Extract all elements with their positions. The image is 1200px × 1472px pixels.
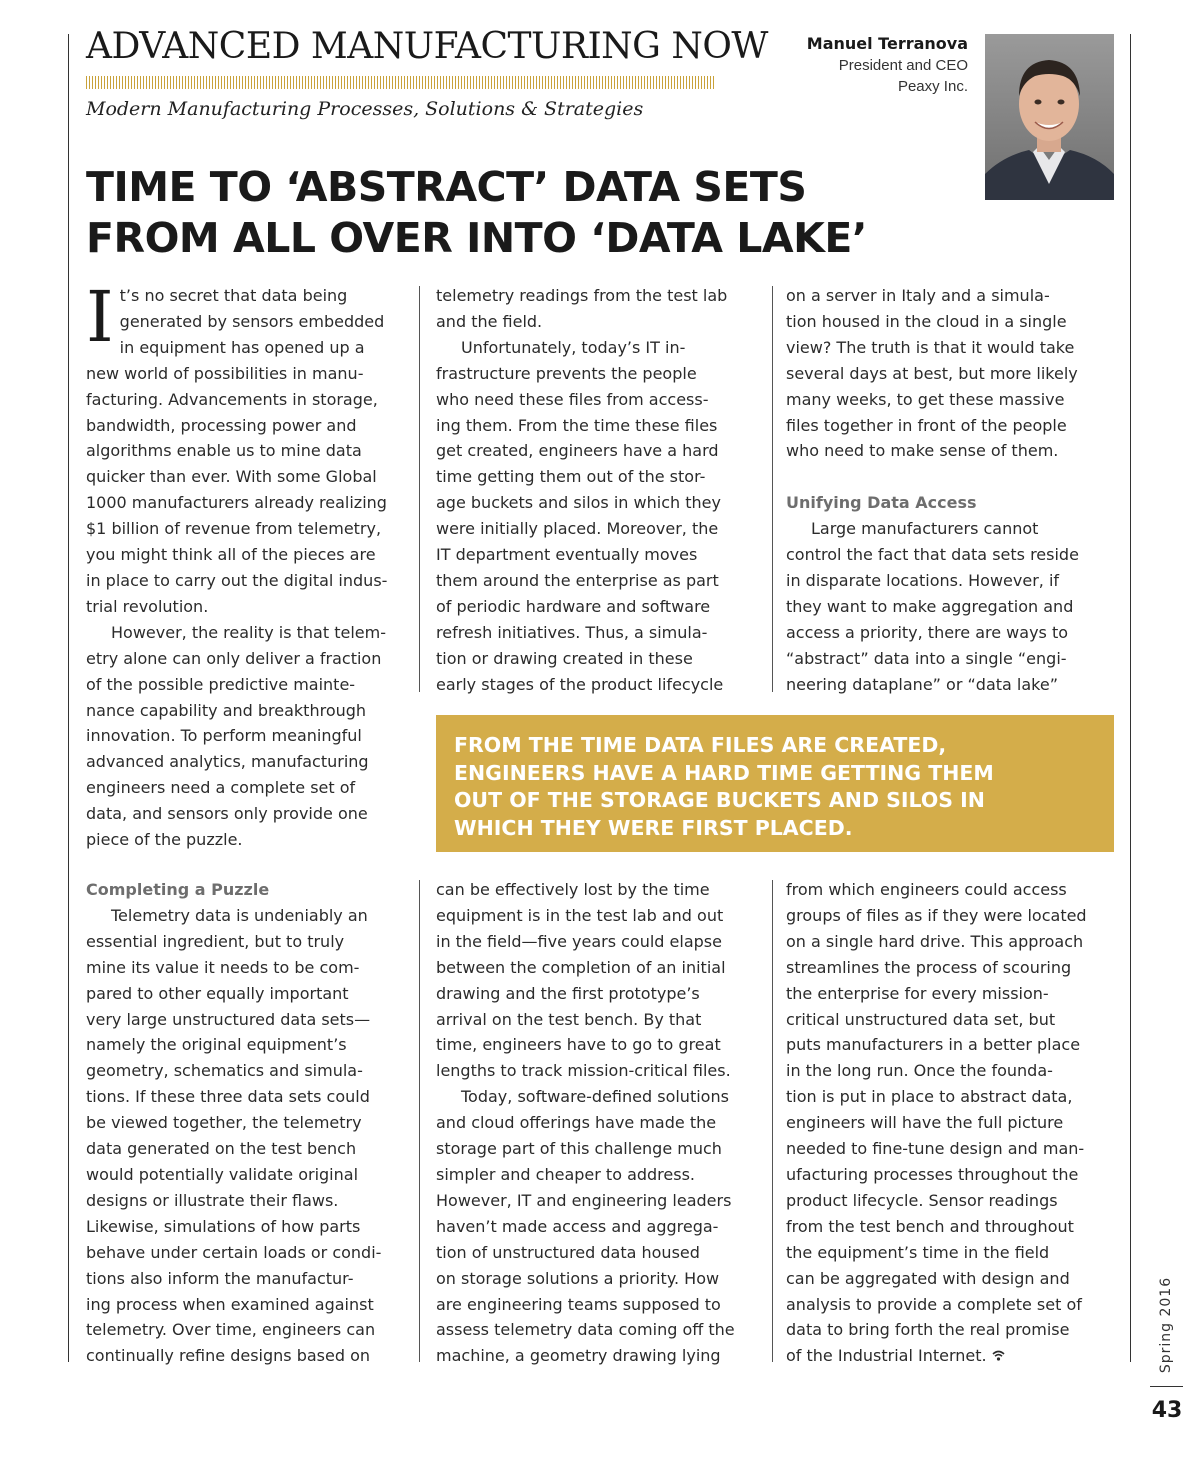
author-name: Manuel Terranova — [806, 34, 968, 53]
issue-text: Spring 2016 — [1158, 1276, 1174, 1374]
text-line: neering dataplane” or “data lake” — [786, 674, 1058, 694]
column-tagline: Modern Manufacturing Processes, Solutions & Strategies — [86, 98, 644, 120]
text-line-last — [786, 1343, 1121, 1369]
headline-line: TIME TO ‘ABSTRACT’ DATA SETS — [86, 163, 807, 211]
pull-quote-line: OUT OF THE STORAGE BUCKETS AND SILOS IN — [454, 788, 985, 812]
author-byline — [807, 33, 968, 97]
column-divider — [772, 286, 773, 692]
drop-cap: I — [86, 276, 114, 358]
text-line: engineers need a complete set of — [86, 778, 356, 798]
text-line: tions. If these three data sets could — [86, 1087, 370, 1107]
text-line: the equipment’s time in the field — [786, 1242, 1050, 1262]
pull-quote — [436, 715, 1114, 852]
subhead-completing-a-puzzle: Completing a Puzzle — [86, 880, 270, 899]
text-line: between the completion of an initial — [436, 957, 726, 977]
text-line: who need these files from access- — [436, 389, 709, 409]
headline-line: FROM ALL OVER INTO ‘DATA LAKE’ — [86, 214, 867, 262]
text-line: of the possible predictive mainte- — [86, 674, 356, 694]
text-line: of periodic hardware and software — [436, 596, 711, 616]
text-line: who need to make sense of them. — [786, 441, 1059, 461]
text-line: new world of possibilities in manu- — [86, 363, 364, 383]
text-line: ing process when examined against — [86, 1294, 374, 1314]
text-line: critical unstructured data set, but — [786, 1009, 1056, 1029]
author-portrait — [985, 34, 1114, 200]
text-line: age buckets and silos in which they — [436, 493, 721, 513]
text-line: Unfortunately, today’s IT in- — [461, 337, 686, 357]
text-line: trial revolution. — [86, 596, 209, 616]
text-line: algorithms enable us to mine data — [86, 441, 362, 461]
column-3-top — [786, 283, 1116, 697]
text-line: very large unstructured data sets— — [86, 1009, 371, 1029]
text-line: tion or drawing created in these — [436, 648, 693, 668]
text-line: namely the original equipment’s — [86, 1035, 347, 1055]
text-line: ing them. From the time these files — [436, 415, 718, 435]
text-line: bandwidth, processing power and — [86, 415, 357, 435]
text-line: them around the enterprise as part — [436, 570, 719, 590]
text-line: in equipment has opened up a — [119, 337, 365, 357]
text-line: Today, software-defined solutions — [461, 1087, 729, 1107]
text-line: can be aggregated with design and — [786, 1268, 1070, 1288]
column-divider — [419, 880, 420, 1362]
text-line: “abstract” data into a single “engi- — [786, 648, 1067, 668]
author-title: President and CEO — [838, 57, 968, 74]
pull-quote-line: ENGINEERS HAVE A HARD TIME GETTING THEM — [454, 760, 994, 785]
text-line: data generated on the test bench — [86, 1139, 357, 1159]
column-divider — [419, 286, 420, 692]
text-line: in disparate locations. However, if — [786, 570, 1060, 590]
text-line: analysis to provide a complete set of — [786, 1294, 1082, 1314]
text-line: and cloud offerings have made the — [436, 1113, 717, 1133]
text-line: in place to carry out the digital indus- — [86, 570, 388, 590]
pull-quote-line: FROM THE TIME DATA FILES ARE CREATED, — [454, 733, 947, 757]
text-line: control the fact that data sets reside — [786, 545, 1079, 565]
text-line: piece of the puzzle. — [86, 830, 243, 850]
subhead-unifying-data-access: Unifying Data Access — [786, 493, 977, 513]
text-line: from the test bench and throughout — [786, 1216, 1074, 1236]
text-line: on storage solutions a priority. How — [436, 1268, 720, 1288]
text-line: geometry, schematics and simula- — [86, 1061, 363, 1081]
text-line: facturing. Advancements in storage, — [86, 389, 378, 409]
text-line: on a server in Italy and a simula- — [786, 286, 1050, 305]
column-3-bottom — [786, 877, 1121, 1369]
text-line: designs or illustrate their flaws. — [86, 1190, 339, 1210]
text-line: tion of unstructured data housed — [436, 1242, 700, 1262]
text-line: storage part of this challenge much — [436, 1139, 722, 1159]
text-line: generated by sensors embedded — [119, 311, 385, 331]
paragraph-gap — [786, 464, 1116, 490]
text-line: in the long run. Once the founda- — [786, 1061, 1053, 1081]
text-line: of the Industrial Internet. — [786, 1346, 987, 1366]
text-line: view? The truth is that it would take — [786, 337, 1075, 357]
text-line: tion housed in the cloud in a single — [786, 311, 1067, 331]
text-line: haven’t made access and aggrega- — [436, 1216, 719, 1236]
text-line: you might think all of the pieces are — [86, 545, 376, 565]
text-line: telemetry readings from the test lab — [436, 286, 728, 305]
text-line: advanced analytics, manufacturing — [86, 752, 369, 772]
text-line: data, and sensors only provide one — [86, 804, 368, 824]
text-line: Likewise, simulations of how parts — [86, 1216, 361, 1236]
article-headline — [86, 162, 867, 264]
text-line: files together in front of the people — [786, 415, 1067, 435]
text-line: frastructure prevents the people — [436, 363, 697, 383]
text-line: puts manufacturers in a better place — [786, 1035, 1081, 1055]
page-number-rule — [1150, 1386, 1183, 1387]
text-line: they want to make aggregation and — [786, 596, 1074, 616]
text-line: the enterprise for every mission- — [786, 983, 1049, 1003]
text-line: data to bring forth the real promise — [786, 1320, 1070, 1340]
text-line: early stages of the product lifecycle — [436, 674, 724, 694]
text-line: equipment is in the test lab and out — [436, 905, 724, 925]
text-line: IT department eventually moves — [436, 545, 698, 565]
text-line: etry alone can only deliver a fraction — [86, 648, 382, 668]
text-line: groups of files as if they were located — [786, 905, 1087, 925]
text-line: access a priority, there are ways to — [786, 622, 1069, 642]
text-line: continually refine designs based on — [86, 1346, 371, 1366]
text-line: behave under certain loads or condi- — [86, 1242, 382, 1262]
column-1-bottom — [86, 877, 412, 1369]
text-line: arrival on the test bench. By that — [436, 1009, 702, 1029]
text-line: ufacturing processes throughout the — [786, 1164, 1079, 1184]
text-line: be viewed together, the telemetry — [86, 1113, 362, 1133]
column-title: ADVANCED MANUFACTURING NOW — [86, 26, 768, 67]
text-line: 1000 manufacturers already realizing — [86, 493, 387, 513]
text-line: tions also inform the manufactur- — [86, 1268, 354, 1288]
text-line: mine its value it needs to be com- — [86, 957, 360, 977]
text-line: However, IT and engineering leaders — [436, 1190, 732, 1210]
left-margin-rule — [68, 34, 69, 1362]
text-line: telemetry. Over time, engineers can — [86, 1320, 376, 1340]
text-line: were initially placed. Moreover, the — [436, 519, 719, 539]
page-number: 43 — [1151, 1398, 1183, 1423]
text-line: time getting them out of the stor- — [436, 467, 706, 487]
text-line: many weeks, to get these massive — [786, 389, 1065, 409]
wifi-icon — [992, 1350, 1005, 1361]
right-margin-rule — [1130, 34, 1131, 1362]
text-line: get created, engineers have a hard — [436, 441, 719, 461]
text-line: However, the reality is that telem- — [111, 622, 386, 642]
text-line: Telemetry data is undeniably an — [111, 905, 368, 925]
text-line: innovation. To perform meaningful — [86, 726, 362, 746]
text-line: $1 billion of revenue from telemetry, — [86, 519, 382, 539]
text-line: lengths to track mission-critical files. — [436, 1061, 731, 1081]
text-line: several days at best, but more likely — [786, 363, 1078, 383]
column-2-bottom — [436, 877, 766, 1369]
issue-label — [1154, 1276, 1178, 1374]
text-line: and the field. — [436, 311, 543, 331]
text-line: in the field—five years could elapse — [436, 931, 722, 951]
text-line: from which engineers could access — [786, 880, 1067, 899]
text-line: t’s no secret that data being — [119, 286, 348, 305]
text-line: pared to other equally important — [86, 983, 349, 1003]
author-company: Peaxy Inc. — [897, 78, 968, 95]
text-line: can be effectively lost by the time — [436, 880, 710, 899]
text-line: quicker than ever. With some Global — [86, 467, 377, 487]
text-line: simpler and cheaper to address. — [436, 1164, 696, 1184]
text-line: tion is put in place to abstract data, — [786, 1087, 1073, 1107]
column-divider — [772, 880, 773, 1362]
text-line: would potentially validate original — [86, 1164, 359, 1184]
text-line: are engineering teams supposed to — [436, 1294, 721, 1314]
text-line: time, engineers have to go to great — [436, 1035, 721, 1055]
text-line: nance capability and breakthrough — [86, 700, 367, 720]
decorative-hatch-rule — [86, 76, 714, 89]
text-line: streamlines the process of scouring — [786, 957, 1072, 977]
text-line: Large manufacturers cannot — [811, 519, 1039, 539]
text-line: needed to fine-tune design and man- — [786, 1139, 1085, 1159]
column-2-top — [436, 283, 766, 698]
text-line: engineers will have the full picture — [786, 1113, 1064, 1133]
pull-quote-line: WHICH THEY WERE FIRST PLACED. — [454, 815, 853, 840]
text-line: on a single hard drive. This approach — [786, 931, 1084, 951]
column-1-top — [86, 276, 412, 853]
text-line: machine, a geometry drawing lying — [436, 1346, 721, 1366]
text-line: refresh initiatives. Thus, a simula- — [436, 622, 708, 642]
text-line: essential ingredient, but to truly — [86, 931, 345, 951]
text-line: product lifecycle. Sensor readings — [786, 1190, 1058, 1210]
text-line: drawing and the first prototype’s — [436, 983, 700, 1003]
text-line: assess telemetry data coming off the — [436, 1320, 735, 1340]
